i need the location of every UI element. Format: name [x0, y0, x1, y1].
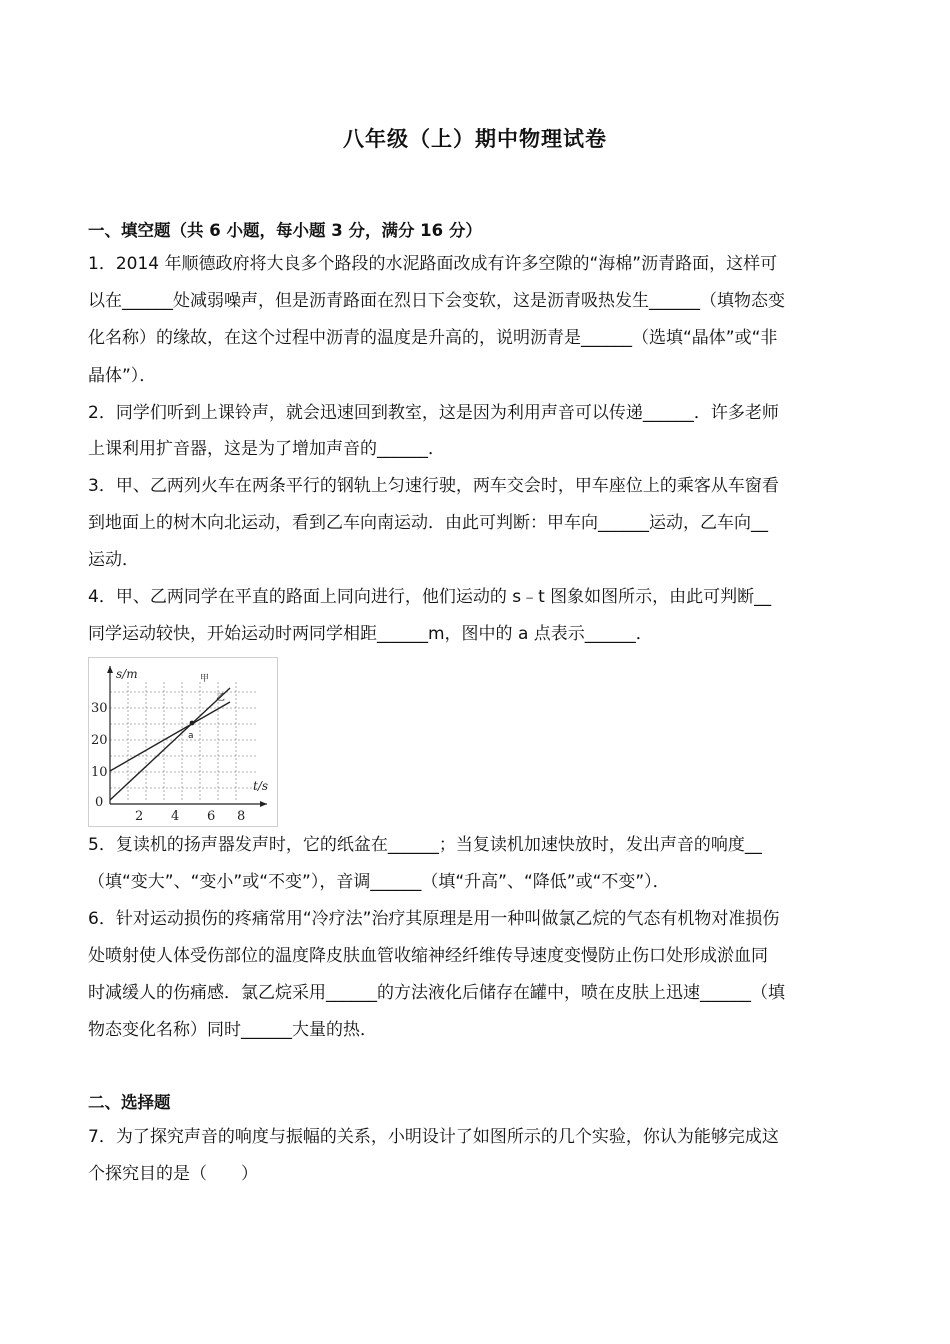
line-jia-label: 甲: [200, 674, 210, 684]
question-line: 个探究目的是（ ）: [88, 1164, 258, 1184]
question-line: 4．甲、乙两同学在平直的路面上同向进行，他们运动的 s﹣t 图象如图所示，由此可判断__: [88, 587, 772, 607]
y-axis-arrow: [107, 666, 113, 673]
question-line: 物态变化名称）同时______大量的热．: [88, 1020, 377, 1040]
y-tick-label: 0: [95, 795, 104, 810]
x-tick-label: 6: [207, 809, 216, 824]
question-line: 同学运动较快，开始运动时两同学相距______m，图中的 a 点表示______．: [88, 624, 653, 644]
grid-lines: [110, 682, 257, 800]
question-line: 运动．: [88, 550, 139, 570]
x-tick-label: 2: [135, 809, 144, 824]
question-line: 晶体”）．: [88, 366, 157, 386]
question-line: 7．为了探究声音的响度与振幅的关系，小明设计了如图所示的几个实验，你认为能够完成这: [88, 1127, 779, 1147]
question-line: 1．2014 年顺德政府将大良多个路段的水泥路面改成有许多空隙的“海棉”沥青路面，这样可: [88, 254, 778, 274]
y-tick-label: 20: [91, 733, 108, 748]
st-graph-svg: [89, 658, 277, 826]
y-tick-label: 30: [91, 701, 108, 716]
question-line: 时减缓人的伤痛感．氯乙烷采用______的方法液化后储存在罐中，喷在皮肤上迅速______（填: [88, 983, 785, 1003]
point-a-label: a: [188, 731, 194, 741]
question-line: 到地面上的树木向北运动，看到乙车向南运动．由此可判断：甲车向______运动，乙车向__: [88, 513, 768, 533]
question-line: 5．复读机的扬声器发声时，它的纸盆在______；当复读机加速快放时，发出声音的响度__: [88, 835, 762, 855]
section-heading-fill-in: 一、填空题（共 6 小题，每小题 3 分，满分 16 分）: [88, 221, 482, 240]
x-axis-arrow: [260, 801, 267, 807]
page-title: 八年级（上）期中物理试卷: [343, 127, 607, 151]
question-line: 化名称）的缘故，在这个过程中沥青的温度是升高的，说明沥青是______（选填“晶体”或“非: [88, 328, 778, 348]
x-tick-label: 8: [237, 809, 246, 824]
y-tick-label: 10: [91, 765, 108, 780]
x-axis-label: t/s: [253, 779, 269, 793]
line-yi-label: 乙: [216, 693, 226, 703]
question-line: 以在______处减弱噪声，但是沥青路面在烈日下会变软，这是沥青吸热发生______（填物态变: [88, 291, 785, 311]
point-a-marker: [190, 721, 195, 726]
question-line: 上课利用扩音器，这是为了增加声音的______．: [88, 439, 445, 459]
question-line: 处喷射使人体受伤部位的温度降皮肤血管收缩神经纤维传导速度变慢防止伤口处形成淤血同: [88, 946, 768, 966]
question-line: （填“变大”、“变小”或“不变”），音调______（填“升高”、“降低”或“不变”）．: [88, 872, 670, 892]
x-tick-label: 4: [171, 809, 180, 824]
question-line: 2．同学们听到上课铃声，就会迅速回到教室，这是因为利用声音可以传递______．许多老师: [88, 403, 779, 423]
section-heading-choice: 二、选择题: [88, 1093, 171, 1112]
st-graph-figure: [88, 657, 278, 827]
y-axis-label: s/m: [116, 667, 138, 681]
line-yi: [110, 702, 230, 771]
question-line: 3．甲、乙两列火车在两条平行的钢轨上匀速行驶，两车交会时，甲车座位上的乘客从车窗看: [88, 476, 779, 496]
question-line: 6．针对运动损伤的疼痛常用“冷疗法”治疗其原理是用一种叫做氯乙烷的气态有机物对准损伤: [88, 909, 780, 929]
